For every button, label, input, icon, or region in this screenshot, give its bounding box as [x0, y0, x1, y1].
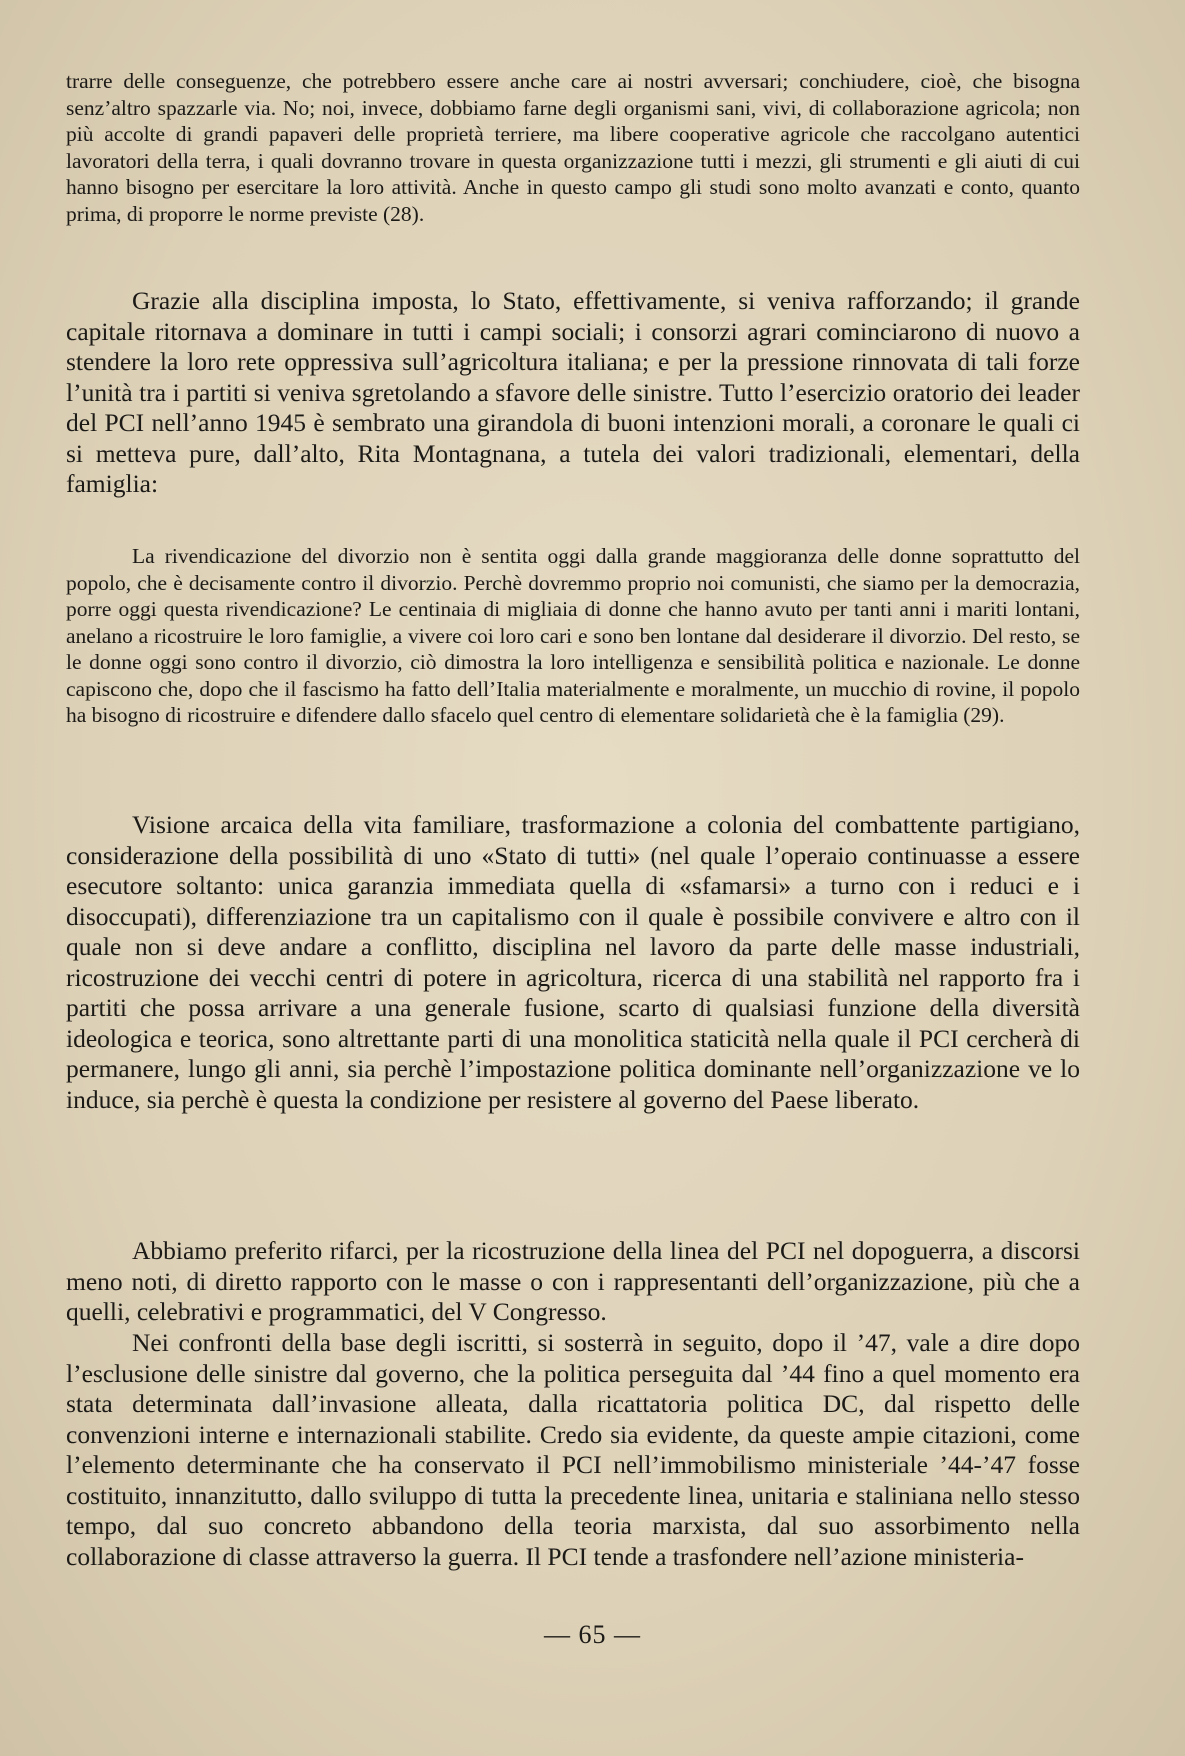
paragraph-archaic-vision: Visione arcaica della vita familiare, trasformazione a colonia del combattente partigiano, considerazione della possibilità di uno «Stato di tutti» (nel quale l’operaio continuasse a essere esecutore soltanto: unica garanzia immediata quella di «sfamarsi» a turno con i reduci e i disoccupati), differenziazione tra un capitalismo con il quale è possibile convivere e altro con il quale non si deve andare a conflitto, disciplina nel lavoro da parte delle masse industriali, ricostruzione dei vecchi centri di potere in agricoltura, ricerca di una stabilità nel rapporto fra i partiti che possa arrivare a una generale fusione, scarto di qualsiasi funzione della diversità ideologica e teorica, sono altrettante parti di una monolitica staticità nella quale il PCI cercherà di permanere, lungo gli anni, sia perchè l’impostazione politica dominante nell’organizzazione ve lo induce, sia perchè è questa la condizione per resistere al governo del Paese liberato.: [66, 810, 1080, 1114]
paragraph-discipline: Grazie alla disciplina imposta, lo Stato, effettivamente, si veniva rafforzando; il grande capitale ritornava a dominare in tutti i campi sociali; i consorzi agrari cominciarono di nuovo a stendere la loro rete oppressiva sull’agricoltura italiana; e per la pressione rinnovata di tali forze l’unità tra i partiti si veniva sgretolando a sfavore delle sinistre. Tutto l’esercizio oratorio dei leader del PCI nell’anno 1945 è sembrato una girandola di buoni intenzioni morali, a coronare le quali ci si metteva pure, dall’alto, Rita Montagnana, a tutela dei valori tradizionali, elementari, della famiglia:: [66, 286, 1080, 498]
paragraph-base-iscritti: Nei confronti della base degli iscritti, si sosterrà in seguito, dopo il ’47, vale a dire dopo l’esclusione delle sinistre dal governo, che la politica perseguita dal ’44 fino a quel momento era stata determinata dall’invasione alleata, dalla ricattatoria politica DC, dal rispetto delle convenzioni interne e internazionali stabilite. Credo sia evidente, da queste ampie citazioni, come l’elemento determinante che ha conservato il PCI nell’immobilismo ministeriale ’44-’47 fosse costituito, innanzitutto, dallo sviluppo di tutta la precedente linea, unitaria e staliniana nello stesso tempo, dal suo concreto abbandono della teoria marxista, dal suo assorbimento nella collaborazione di classe attraverso la guerra. Il PCI tende a trasfondere nell’azione ministeria-: [66, 1328, 1080, 1571]
paragraph-continuation: trarre delle conseguenze, che potrebbero essere anche care ai nostri avversari; conchiudere, cioè, che bisogna senz’altro spazzarle via. No; noi, invece, dobbiamo farne degli organismi sani, vivi, di collaborazione agricola; non più accolte di grandi papaveri delle proprietà terriere, ma libere cooperative agricole che raccolgano autentici lavoratori della terra, i quali dovranno trovare in questa organizzazione tutti i mezzi, gli strumenti e gli aiuti di cui hanno bisogno per esercitare la loro attività. Anche in questo campo gli studi sono molto avanzati e conto, quanto prima, di proporre le norme previste (28).: [66, 69, 1080, 226]
block-quote-montagnana: La rivendicazione del divorzio non è sentita oggi dalla grande maggioranza delle donne soprattutto del popolo, che è decisamente contro il divorzio. Perchè dovremmo proprio noi comunisti, che siamo per la democrazia, porre oggi questa rivendicazione? Le centinaia di migliaia di donne che hanno avuto per tanti anni i mariti lontani, anelano a ricostruire le loro famiglie, a vivere coi loro cari e sono ben lontane dal desiderare il divorzio. Del resto, se le donne oggi sono contro il divorzio, ciò dimostra la loro intelligenza e sensibilità politica e nazionale. Le donne capiscono che, dopo che il fascismo ha fatto dell’Italia materialmente e moralmente, un mucchio di rovine, il popolo ha bisogno di ricostruire e difendere dallo sfacelo quel centro di elementare solidarietà che è la famiglia (29).: [66, 544, 1080, 727]
page-number: — 65 —: [544, 1620, 641, 1649]
paragraph-preference: Abbiamo preferito rifarci, per la ricostruzione della linea del PCI nel dopoguerra, a discorsi meno noti, di diretto rapporto con le masse o con i rappresentanti dell’organizzazione, più che a quelli, celebrativi e programmatici, del V Congresso.: [66, 1236, 1080, 1326]
